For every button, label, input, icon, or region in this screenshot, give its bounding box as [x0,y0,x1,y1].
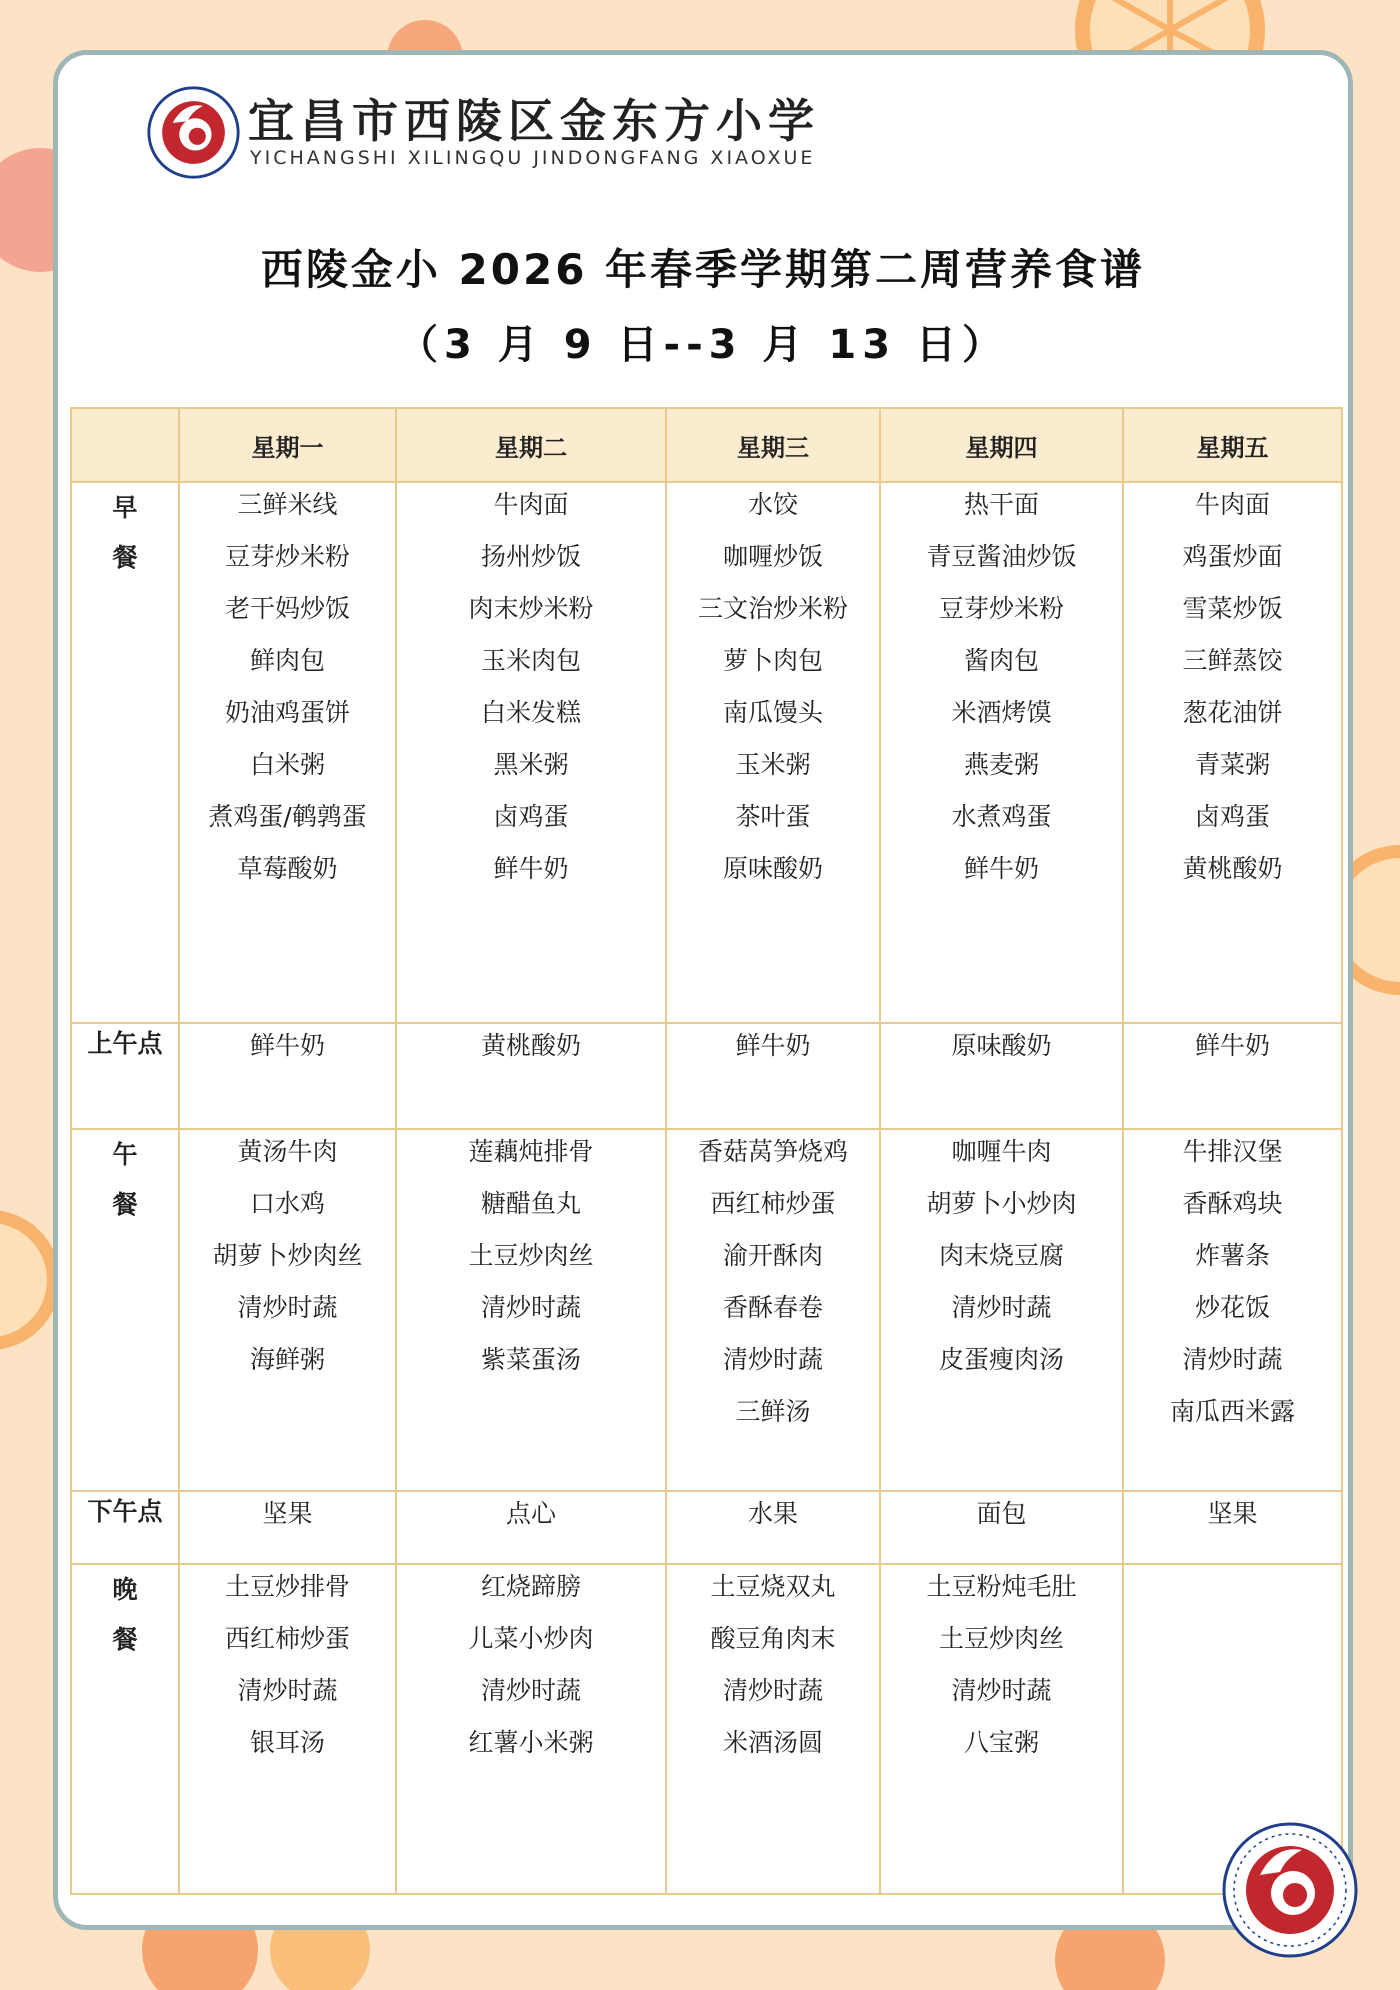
education-group-seal-icon [1220,1820,1360,1960]
menu-item: 香酥春卷 [722,1292,823,1322]
menu-item: 卤鸡蛋 [493,802,569,831]
menu-cell [396,1023,666,1129]
meal-label-afternoon-snack: 下午点 [71,1491,179,1563]
page-title: 西陵金小 2026 年春季学期第二周营养食谱 [260,245,1146,294]
menu-cell [666,482,880,1023]
meal-label-lunch: 午 餐 [71,1129,179,1492]
menu-item: 清炒时蔬 [480,1675,581,1705]
menu-item: 葱花油饼 [1182,698,1283,727]
menu-item: 豆芽炒米粉 [938,594,1064,623]
menu-item: 牛肉面 [493,490,569,519]
menu-item: 咖喱牛肉 [951,1136,1052,1166]
menu-cell [880,482,1123,1023]
page-subtitle: （3 月 9 日--3 月 13 日） [398,322,1008,368]
menu-item: 面包 [976,1499,1027,1529]
menu-cell [1123,1491,1342,1563]
menu-item: 玉米粥 [735,750,811,779]
menu-item: 西红柿炒蛋 [710,1188,836,1218]
menu-item: 炒花饭 [1194,1292,1270,1322]
menu-cell [179,1129,396,1492]
day-header: 星期一 [179,408,396,482]
menu-item: 煮鸡蛋/鹌鹑蛋 [208,802,367,831]
menu-item: 清炒时蔬 [722,1675,823,1705]
header-corner [71,408,179,482]
menu-item: 白米粥 [249,750,325,779]
menu-item: 土豆炒肉丝 [938,1623,1064,1653]
menu-cell [179,1564,396,1895]
menu-cell [666,1564,880,1895]
menu-cell [1123,1129,1342,1492]
header-row [71,408,1342,482]
menu-item: 鸡蛋炒面 [1182,542,1283,571]
menu-item: 清炒时蔬 [237,1675,338,1705]
menu-item: 青豆酱油炒饭 [926,542,1077,571]
menu-item: 米酒汤圆 [722,1727,823,1757]
menu-item: 三鲜米线 [237,490,338,519]
menu-item: 酱肉包 [963,646,1039,675]
menu-cell [666,1129,880,1492]
menu-item: 土豆粉炖毛肚 [926,1571,1077,1601]
menu-item: 白米发糕 [480,698,581,727]
menu-item: 儿菜小炒肉 [468,1623,594,1653]
menu-item: 原味酸奶 [722,854,823,883]
menu-item: 卤鸡蛋 [1194,802,1270,831]
menu-item: 鲜肉包 [249,646,325,675]
menu-item: 鲜牛奶 [1194,1030,1270,1060]
menu-item: 口水鸡 [249,1188,325,1218]
menu-item: 奶油鸡蛋饼 [224,698,350,727]
menu-item: 玉米肉包 [480,646,581,675]
meal-label-dinner: 晚 餐 [71,1564,179,1895]
menu-item: 鲜牛奶 [963,854,1039,883]
menu-item: 三文治炒米粉 [697,594,848,623]
menu-item: 清炒时蔬 [951,1675,1052,1705]
menu-cell [1123,1023,1342,1129]
menu-item: 土豆烧双丸 [710,1571,836,1601]
menu-item: 南瓜馒头 [722,698,823,727]
menu-item: 坚果 [1207,1499,1258,1529]
menu-cell [396,1491,666,1563]
menu-item: 水煮鸡蛋 [951,802,1052,831]
menu-item: 鲜牛奶 [249,1030,325,1060]
menu-table [70,407,1343,1895]
menu-cell [396,1129,666,1492]
menu-item: 红薯小米粥 [468,1727,594,1757]
menu-item: 黑米粥 [493,750,569,779]
menu-item: 燕麦粥 [963,750,1039,779]
menu-cell [880,1564,1123,1895]
menu-item: 莲藕炖排骨 [468,1136,594,1166]
menu-item: 清炒时蔬 [237,1292,338,1322]
table-row [71,1023,1342,1129]
menu-item: 清炒时蔬 [480,1292,581,1322]
menu-item: 草莓酸奶 [237,854,338,883]
menu-cell [179,1023,396,1129]
menu-item: 香酥鸡块 [1182,1188,1283,1218]
menu-cell [880,1023,1123,1129]
school-name-pinyin: YICHANGSHI XILINGQU JINDONGFANG XIAOXUE [250,147,816,169]
menu-item: 雪菜炒饭 [1182,594,1283,623]
menu-item: 鲜牛奶 [735,1030,811,1060]
menu-item: 老干妈炒饭 [224,594,350,623]
menu-item: 香菇莴笋烧鸡 [697,1136,848,1166]
menu-item: 炸薯条 [1194,1240,1270,1270]
table-row [71,1564,1342,1895]
menu-item: 点心 [505,1499,556,1529]
menu-item: 米酒烤馍 [951,698,1052,727]
menu-item: 清炒时蔬 [722,1344,823,1374]
menu-item: 西红柿炒蛋 [224,1623,350,1653]
menu-item: 热干面 [963,490,1039,519]
table-row [71,1491,1342,1563]
menu-item: 扬州炒饭 [480,542,581,571]
meal-label-breakfast: 早 餐 [71,482,179,1023]
menu-item: 清炒时蔬 [1182,1344,1283,1374]
menu-item: 萝卜肉包 [722,646,823,675]
menu-item: 原味酸奶 [951,1030,1052,1060]
table-row [71,1129,1342,1492]
menu-item: 牛排汉堡 [1182,1136,1283,1166]
menu-cell [396,482,666,1023]
meal-label-morning-snack: 上午点 [71,1023,179,1129]
menu-item: 海鲜粥 [249,1344,325,1374]
menu-item: 三鲜蒸饺 [1182,646,1283,675]
menu-item: 胡萝卜炒肉丝 [212,1240,363,1270]
school-logo-icon [146,85,241,180]
menu-item: 黄桃酸奶 [1182,854,1283,883]
menu-item: 茶叶蛋 [735,802,811,831]
menu-item: 南瓜西米露 [1169,1396,1295,1426]
menu-item: 水果 [747,1499,798,1529]
menu-item: 皮蛋瘦肉汤 [938,1344,1064,1374]
menu-item: 三鲜汤 [735,1396,811,1426]
menu-item: 咖喱炒饭 [722,542,823,571]
school-name: 宜昌市西陵区金东方小学 [248,94,820,148]
menu-item: 鲜牛奶 [493,854,569,883]
menu-item: 八宝粥 [963,1727,1039,1757]
menu-item: 牛肉面 [1194,490,1270,519]
menu-item: 肉末炒米粉 [468,594,594,623]
menu-cell [1123,482,1342,1023]
menu-cell [179,1491,396,1563]
menu-item: 紫菜蛋汤 [480,1344,581,1374]
menu-item: 青菜粥 [1194,750,1270,779]
menu-cell [396,1564,666,1895]
menu-card [53,50,1353,1930]
menu-item: 糖醋鱼丸 [480,1188,581,1218]
menu-item: 黄汤牛肉 [237,1136,338,1166]
menu-item: 土豆炒排骨 [224,1571,350,1601]
menu-cell [666,1491,880,1563]
menu-item: 黄桃酸奶 [480,1030,581,1060]
menu-item: 酸豆角肉末 [710,1623,836,1653]
menu-item: 土豆炒肉丝 [468,1240,594,1270]
day-header: 星期三 [666,408,880,482]
menu-item: 银耳汤 [249,1727,325,1757]
menu-item: 红烧蹄膀 [480,1571,581,1601]
menu-item: 豆芽炒米粉 [224,542,350,571]
menu-cell [179,482,396,1023]
menu-item: 清炒时蔬 [951,1292,1052,1322]
day-header: 星期五 [1123,408,1342,482]
menu-cell [880,1491,1123,1563]
menu-item: 肉末烧豆腐 [938,1240,1064,1270]
menu-item: 坚果 [262,1499,313,1529]
menu-cell [666,1023,880,1129]
menu-item: 胡萝卜小炒肉 [926,1188,1077,1218]
day-header: 星期四 [880,408,1123,482]
table-row [71,482,1342,1023]
day-header: 星期二 [396,408,666,482]
menu-cell [880,1129,1123,1492]
menu-item: 水饺 [747,490,798,519]
menu-item: 渝开酥肉 [722,1240,823,1270]
